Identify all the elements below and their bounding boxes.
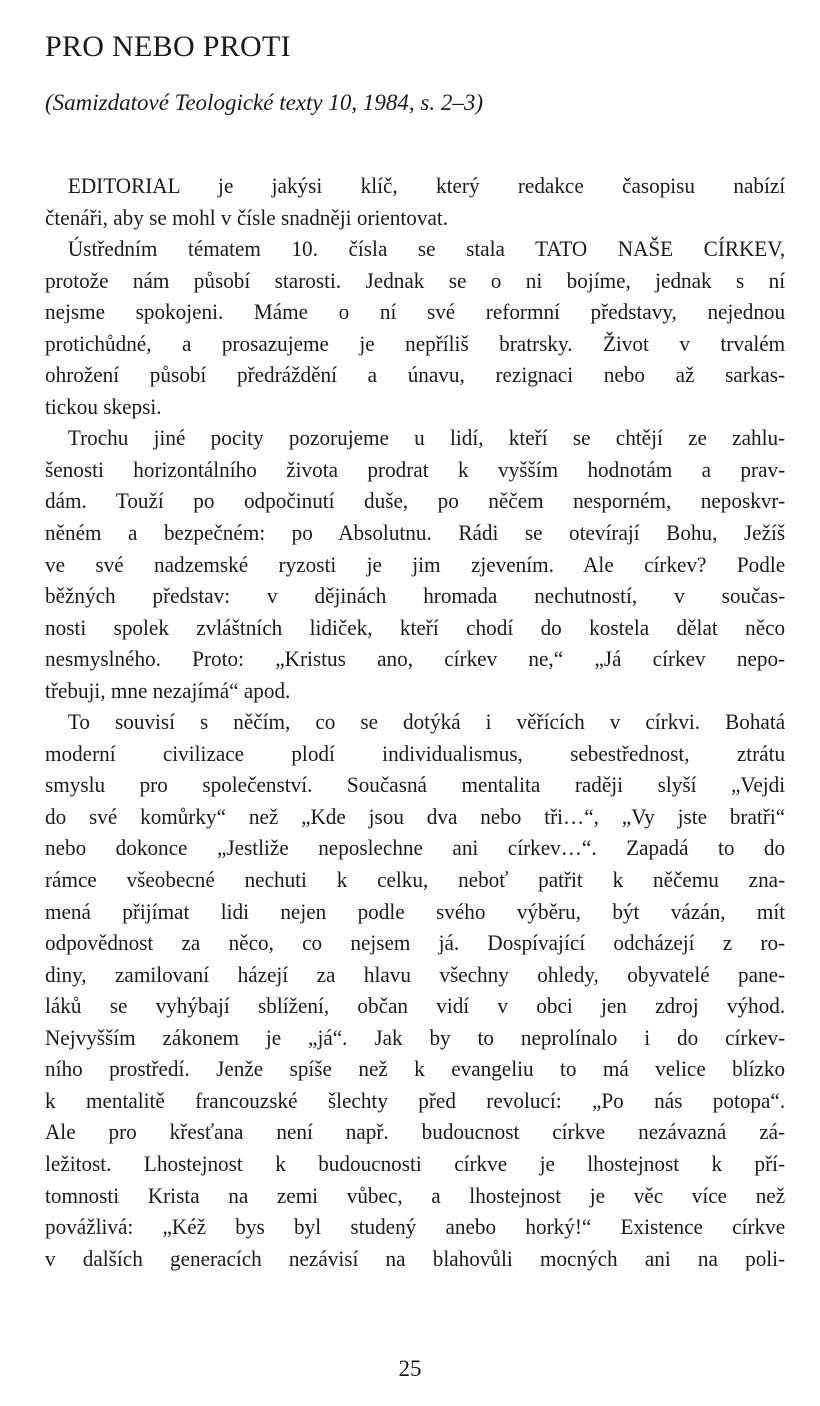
text-line: povážlivá: „Kéž bys byl studený anebo horký!“ Existence církve: [45, 1214, 786, 1240]
chapter-title: PRO NEBO PROTI: [45, 30, 291, 63]
text-line: tomnosti Krista na zemi vůbec, a lhostejnost je věc více než: [45, 1182, 786, 1208]
text-line: diny, zamilovaní házejí za hlavu všechny ohledy, obyvatelé pane-: [45, 961, 786, 987]
text-line: smyslu pro společenství. Současná mentalita raději slyší „Vejdi: [45, 772, 786, 798]
text-line: odpovědnost za něco, co nejsem já. Dospívající odcházejí z ro-: [45, 930, 786, 956]
text-line: mená přijímat lidi nejen podle svého výběru, být vázán, mít: [45, 898, 786, 924]
text-line: třebuji, mne nezajímá“ apod.: [45, 677, 291, 703]
text-line: šenosti horizontálního života prodrat k vyšším hodnotám a prav-: [45, 456, 786, 482]
text-line: do své komůrky“ než „Kde jsou dva nebo tři…“, „Vy jste bratři“: [45, 803, 786, 829]
text-line: nebo dokonce „Jestliže neposlechne ani církev…“. Zapadá to do: [45, 835, 786, 861]
text-line: ležitost. Lhostejnost k budoucnosti církve je lhostejnost k pří-: [45, 1150, 786, 1176]
text-line: běžných představ: v dějinách hromada nechutností, v součas-: [45, 583, 786, 609]
text-line: Nejvyšším zákonem je „já“. Jak by to neprolínalo i do církev-: [45, 1024, 786, 1050]
text-line: nejsme spokojeni. Máme o ní své reformní představy, nejednou: [45, 299, 786, 325]
text-line: ve své nadzemské ryzosti je jim zjevením. Ale církev? Podle: [45, 551, 786, 577]
text-line: tickou skepsi.: [45, 393, 162, 419]
text-line: čtenáři, aby se mohl v čísle snadněji orientovat.: [45, 204, 449, 230]
text-line: Ale pro křesťana není např. budoucnost církve nezávazná zá-: [45, 1119, 786, 1145]
source-citation: (Samizdatové Teologické texty 10, 1984, s. 2–3): [45, 90, 483, 115]
text-line: ního prostředí. Jenže spíše než k evangeliu to má velice blízko: [45, 1056, 786, 1082]
text-line: rámce všeobecné nechuti k celku, neboť patřit k něčemu zna-: [45, 867, 786, 893]
text-line: protože nám působí starosti. Jednak se o ni bojíme, jednak s ní: [45, 267, 786, 293]
text-line: moderní civilizace plodí individualismus, sebestřednost, ztrátu: [45, 740, 786, 766]
text-line: EDITORIAL je jakýsi klíč, který redakce časopisu nabízí: [67, 173, 786, 198]
text-line: v dalších generacích nezávisí na blahovůli mocných ani na poli-: [45, 1245, 786, 1271]
text-line: k mentalitě francouzské šlechty před revolucí: „Po nás potopa“.: [45, 1087, 786, 1113]
text-line: něném a bezpečném: po Absolutnu. Rádi se otevírají Bohu, Ježíš: [45, 520, 786, 546]
text-line: ohrožení působí předráždění a únavu, rezignaci nebo až sarkas-: [45, 362, 786, 388]
text-line: láků se vyhýbají sblížení, občan vidí v obci jen zdroj výhod.: [45, 993, 786, 1019]
text-line: To souvisí s něčím, co se dotýká i věřících v církvi. Bohatá: [67, 709, 786, 735]
text-line: nesmyslného. Proto: „Kristus ano, církev ne,“ „Já církev nepo-: [45, 646, 786, 672]
page-number: 25: [398, 1356, 422, 1381]
text-line: Ústředním tématem 10. čísla se stala TATO NAŠE CÍRKEV,: [67, 236, 786, 262]
text-line: protichůdné, a prosazujeme je nepříliš bratrsky. Život v trvalém: [45, 330, 786, 356]
body-text: [45, 170, 820, 1274]
text-line: Trochu jiné pocity pozorujeme u lidí, kteří se chtějí ze zahlu-: [67, 425, 786, 451]
text-line: nosti spolek zvláštních lidiček, kteří chodí do kostela dělat něco: [45, 614, 786, 640]
text-line: dám. Touží po odpočinutí duše, po něčem nesporném, neposkvr-: [45, 488, 786, 514]
